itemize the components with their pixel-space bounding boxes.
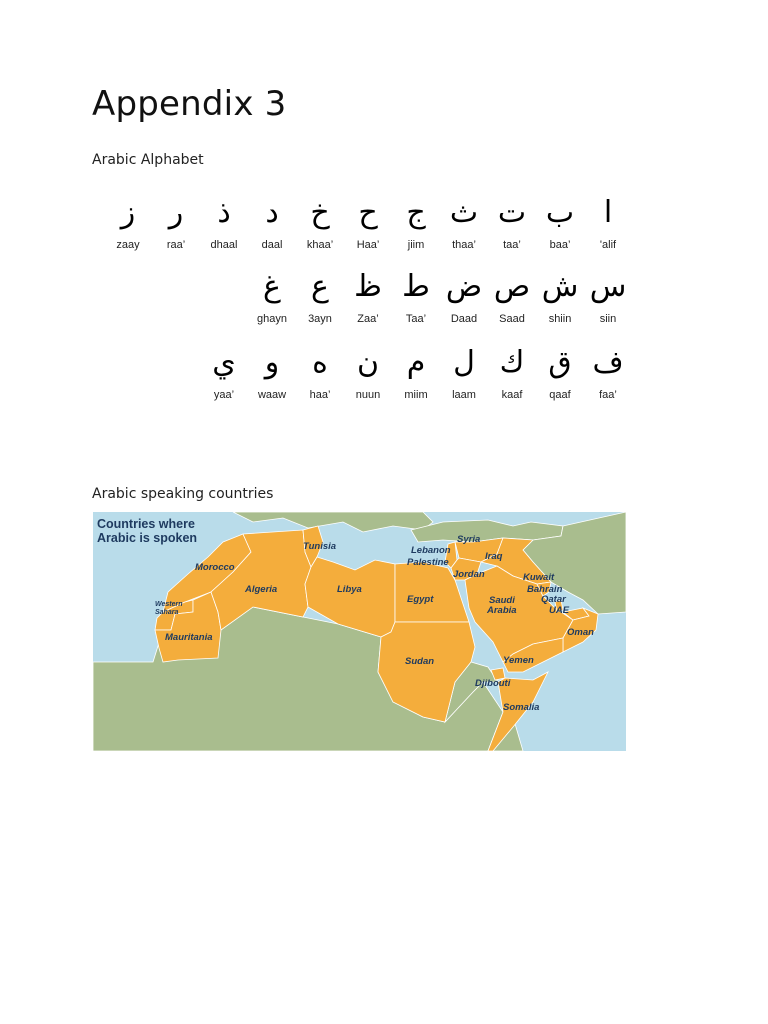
letter-transliteration: siin [599,313,617,325]
letter-cell [440,188,488,252]
letter-cell [536,262,584,326]
letter-transliteration: Haa’ [356,239,380,251]
letter-cell [392,188,440,252]
map-label-western-sahara-1: Western [155,601,183,608]
letter-transliteration: zaay [116,239,140,251]
map-label-tunisia: Tunisia [303,541,337,552]
letter-transliteration: thaa’ [452,239,476,251]
letter-cell [248,338,296,402]
arabic-letter-glyph: ذ [217,195,231,230]
letter-cell [296,262,344,326]
letter-transliteration: Daad [450,313,478,325]
arabic-letter-glyph: م [406,345,426,380]
letter-cell [536,338,584,402]
arabic-letter-glyph: ق [548,345,572,380]
letter-cell [248,262,296,326]
map-label-yemen: Yemen [503,655,534,666]
arabic-letter-glyph: ك [499,345,525,380]
letter-cell [344,338,392,402]
letter-transliteration: 'alif [599,239,617,251]
map-label-lebanon: Lebanon [411,545,451,556]
arabic-letter-glyph: د [265,195,279,230]
arabic-letter-glyph: ح [358,195,378,230]
map-label-uae: UAE [549,605,570,616]
letter-transliteration: qaaf [549,389,571,401]
letter-transliteration: 3ayn [308,313,332,325]
arabic-letter-glyph: ل [453,345,475,380]
arabic-letter-glyph: ن [356,345,380,380]
letter-cell [584,262,632,326]
alphabet-row-1 [92,188,632,252]
letter-transliteration: Zaa’ [357,313,379,325]
letter-transliteration: baa’ [549,239,571,251]
map-label-somalia: Somalia [503,702,540,713]
arabic-alphabet-table [92,188,632,418]
countries-heading: Arabic speaking countries [92,486,274,502]
arabic-countries-map [93,512,626,751]
letter-cell [296,188,344,252]
map-label-morocco: Morocco [195,562,235,573]
map-label-western-sahara-2: Sahara [155,609,179,616]
letter-cell [296,338,344,402]
letter-cell [248,188,296,252]
arabic-letter-glyph: ط [402,269,430,304]
letter-transliteration: ghayn [257,313,287,325]
letter-cell [488,262,536,326]
letter-cell [536,188,584,252]
letter-cell [392,338,440,402]
arabic-letter-glyph: ز [120,195,136,230]
map-label-oman: Oman [567,627,594,638]
map-label-sudan: Sudan [405,656,435,667]
arabic-letter-glyph: ع [311,269,329,304]
alphabet-heading: Arabic Alphabet [92,152,204,168]
arabic-letter-glyph: و [264,345,280,380]
arabic-letter-glyph: ث [449,195,479,230]
map-title-line1: Countries where [97,517,195,531]
letter-transliteration: nuun [355,389,381,401]
map-label-saudi-2: Arabia [487,605,517,616]
alphabet-row-3 [92,338,632,402]
letter-cell [344,188,392,252]
arabic-letter-glyph: ظ [354,269,382,304]
letter-cell [392,262,440,326]
arabic-letter-glyph: ج [406,195,426,230]
letter-transliteration: yaa’ [213,389,235,401]
arabic-letter-glyph: ا [603,195,613,230]
arabic-letter-glyph: ي [212,345,236,380]
arabic-letter-glyph: ش [541,269,579,304]
arabic-letter-glyph: ت [497,195,527,230]
page-title: Appendix 3 [92,84,287,124]
map-title-line2: Arabic is spoken [97,531,198,545]
arabic-letter-glyph: ه [312,345,328,380]
arabic-letter-glyph: س [589,269,627,304]
map-label-mauritania: Mauritania [165,632,213,643]
letter-transliteration: laam [452,389,476,401]
arabic-letter-glyph: غ [263,269,281,304]
letter-cell [584,338,632,402]
arabic-letter-glyph: ف [592,345,624,380]
letter-transliteration: shiin [548,313,572,325]
map-label-jordan: Jordan [453,569,485,580]
map-label-libya: Libya [337,584,362,595]
letter-cell [152,188,200,252]
letter-transliteration: kaaf [501,389,523,401]
letter-cell [344,262,392,326]
map-label-palestine: Palestine [407,557,449,568]
arabic-letter-glyph: ب [545,195,575,230]
arabic-letter-glyph: خ [310,195,330,230]
letter-transliteration: jiim [407,239,425,251]
letter-cell [440,338,488,402]
map-label-syria: Syria [457,534,481,545]
letter-transliteration: miim [404,389,428,401]
arabic-letter-glyph: ض [445,269,483,304]
letter-cell [200,188,248,252]
letter-cell [584,188,632,252]
letter-transliteration: taa’ [503,239,521,251]
letter-transliteration: Taa’ [405,313,427,325]
letter-transliteration: faa’ [599,389,617,401]
map-label-kuwait: Kuwait [523,572,555,583]
letter-cell [488,338,536,402]
arabic-letter-glyph: ر [168,195,184,230]
letter-transliteration: Saad [499,313,525,325]
map-label-egypt: Egypt [407,594,434,605]
letter-cell [104,188,152,252]
map-svg [93,512,626,751]
map-label-iraq: Iraq [485,551,503,562]
map-label-djibouti: Djibouti [475,678,511,689]
alphabet-row-2 [92,262,632,326]
arabic-letter-glyph: ص [493,269,531,304]
letter-transliteration: dhaal [210,239,238,251]
map-label-qatar: Qatar [541,594,566,605]
letter-cell [200,338,248,402]
letter-transliteration: daal [261,239,283,251]
letter-transliteration: haa’ [309,389,331,401]
letter-cell [440,262,488,326]
letter-cell [488,188,536,252]
letter-transliteration: waaw [257,389,287,401]
map-label-algeria: Algeria [245,584,278,595]
letter-transliteration: raa’ [166,239,186,251]
map-label-bahrain: Bahrain [527,584,563,595]
letter-transliteration: khaa’ [306,239,334,251]
map-label-saudi-1: Saudi [489,595,515,606]
